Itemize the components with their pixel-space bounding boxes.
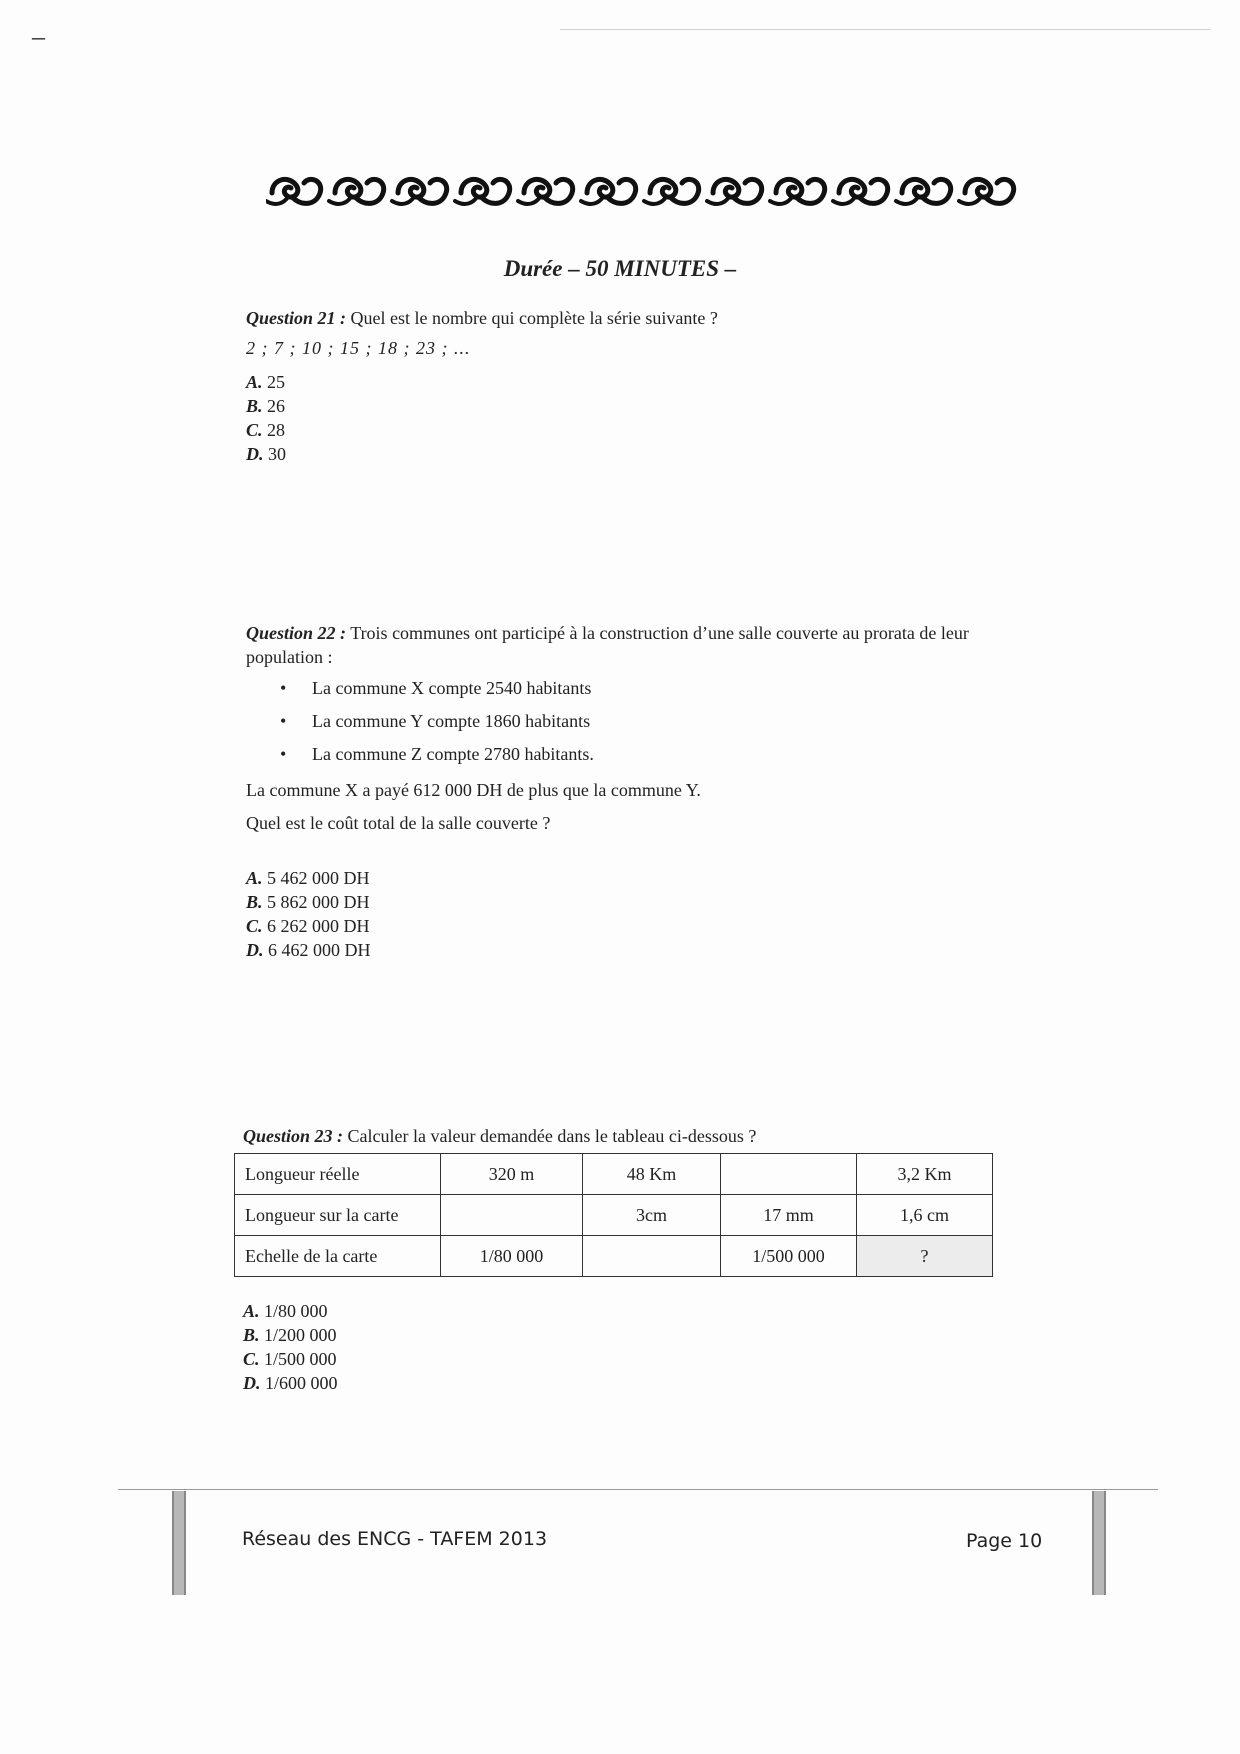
- question-22: [246, 621, 1046, 669]
- table-cell: [441, 1195, 583, 1236]
- option-value: 30: [268, 444, 286, 464]
- footer-rule: [118, 1489, 1158, 1490]
- option-d[interactable]: [243, 1371, 338, 1395]
- question-22-options: [246, 866, 371, 962]
- top-rule: [560, 29, 1210, 30]
- option-a[interactable]: [246, 866, 371, 890]
- option-value: 6 262 000 DH: [267, 916, 370, 936]
- scroll-ornament-icon: [896, 179, 951, 204]
- table-cell: 320 m: [441, 1154, 583, 1195]
- option-value: 1/200 000: [264, 1325, 337, 1345]
- option-a[interactable]: [243, 1299, 338, 1323]
- footer-title: Réseau des ENCG - TAFEM 2013: [242, 1528, 548, 1550]
- question-21: [246, 306, 718, 330]
- question-23-text: Calculer la valeur demandée dans le tableau ci-dessous ?: [347, 1126, 757, 1146]
- option-value: 1/600 000: [265, 1373, 338, 1393]
- table-cell: 48 Km: [583, 1154, 721, 1195]
- corner-mark: –: [32, 22, 45, 51]
- question-22-label: Question 22 :: [246, 623, 347, 643]
- question-21-options: [246, 370, 286, 466]
- option-letter: C.: [246, 916, 263, 936]
- scroll-ornament-icon: [518, 179, 573, 204]
- question-21-text: Quel est le nombre qui complète la série suivante ?: [350, 308, 718, 328]
- scale-table: [234, 1153, 993, 1277]
- scroll-ornament-icon: [392, 179, 447, 204]
- table-row: [235, 1195, 993, 1236]
- option-b[interactable]: [243, 1323, 338, 1347]
- question-22-statement: La commune X a payé 612 000 DH de plus que la commune Y.: [246, 780, 701, 800]
- option-letter: B.: [246, 892, 263, 912]
- scroll-ornament-icon: [266, 179, 321, 204]
- scroll-ornament-icon: [707, 179, 762, 204]
- option-c[interactable]: [246, 418, 286, 442]
- duration-heading: Durée – 50 MINUTES –: [503, 256, 737, 281]
- scroll-ornament-icon: [959, 179, 1014, 204]
- table-cell: 3,2 Km: [857, 1154, 993, 1195]
- question-22-question: Quel est le coût total de la salle couverte ?: [246, 813, 551, 833]
- option-letter: B.: [243, 1325, 260, 1345]
- question-21-series: 2 ; 7 ; 10 ; 15 ; 18 ; 23 ; ...: [246, 338, 471, 358]
- option-c[interactable]: [243, 1347, 338, 1371]
- option-d[interactable]: [246, 442, 286, 466]
- table-cell: [583, 1236, 721, 1277]
- table-cell: Echelle de la carte: [235, 1236, 441, 1277]
- table-cell: Longueur sur la carte: [235, 1195, 441, 1236]
- question-23: [243, 1124, 756, 1148]
- scroll-ornament-icon: [833, 179, 888, 204]
- table-cell: 1,6 cm: [857, 1195, 993, 1236]
- option-letter: B.: [246, 396, 263, 416]
- footer-right-bar: [1092, 1491, 1106, 1595]
- option-letter: D.: [246, 444, 264, 464]
- list-item: • La commune X compte 2540 habitants: [280, 672, 594, 705]
- scroll-ornament-icon: [581, 179, 636, 204]
- question-23-label: Question 23 :: [243, 1126, 344, 1146]
- footer-left-bar: [172, 1491, 186, 1595]
- question-22-bullets: [280, 672, 594, 771]
- option-letter: A.: [246, 372, 263, 392]
- question-23-options: [243, 1299, 338, 1395]
- scroll-ornament-icon: [770, 179, 825, 204]
- option-d[interactable]: [246, 938, 371, 962]
- option-letter: C.: [243, 1349, 260, 1369]
- option-value: 5 862 000 DH: [267, 892, 370, 912]
- list-item: • La commune Y compte 1860 habitants: [280, 705, 594, 738]
- table-cell: [721, 1154, 857, 1195]
- option-value: 28: [267, 420, 286, 440]
- option-c[interactable]: [246, 914, 371, 938]
- table-cell: 17 mm: [721, 1195, 857, 1236]
- table-cell: 1/500 000: [721, 1236, 857, 1277]
- scroll-ornament-icon: [329, 179, 384, 204]
- table-row: [235, 1154, 993, 1195]
- table-cell: 1/80 000: [441, 1236, 583, 1277]
- option-letter: A.: [246, 868, 263, 888]
- option-value: 1/80 000: [264, 1301, 328, 1321]
- option-value: 6 462 000 DH: [268, 940, 371, 960]
- option-value: 5 462 000 DH: [267, 868, 370, 888]
- option-letter: C.: [246, 420, 263, 440]
- option-letter: D.: [246, 940, 264, 960]
- option-a[interactable]: [246, 370, 286, 394]
- list-item: • La commune Z compte 2780 habitants.: [280, 738, 594, 771]
- option-b[interactable]: [246, 890, 371, 914]
- scroll-ornament-icon: [644, 179, 699, 204]
- question-21-label: Question 21 :: [246, 308, 347, 328]
- ornament-band: [266, 167, 1026, 217]
- page-number: Page 10: [966, 1530, 1043, 1552]
- unknown-value-cell: ?: [857, 1236, 993, 1277]
- option-value: 25: [267, 372, 286, 392]
- option-value: 1/500 000: [264, 1349, 337, 1369]
- table-cell: Longueur réelle: [235, 1154, 441, 1195]
- option-letter: D.: [243, 1373, 261, 1393]
- question-22-text: Trois communes ont participé à la construction d’une salle couverte au prorata de leur population :: [246, 623, 969, 667]
- option-letter: A.: [243, 1301, 260, 1321]
- option-value: 26: [267, 396, 286, 416]
- option-b[interactable]: [246, 394, 286, 418]
- table-row: [235, 1236, 993, 1277]
- table-cell: 3cm: [583, 1195, 721, 1236]
- scroll-ornament-icon: [455, 179, 510, 204]
